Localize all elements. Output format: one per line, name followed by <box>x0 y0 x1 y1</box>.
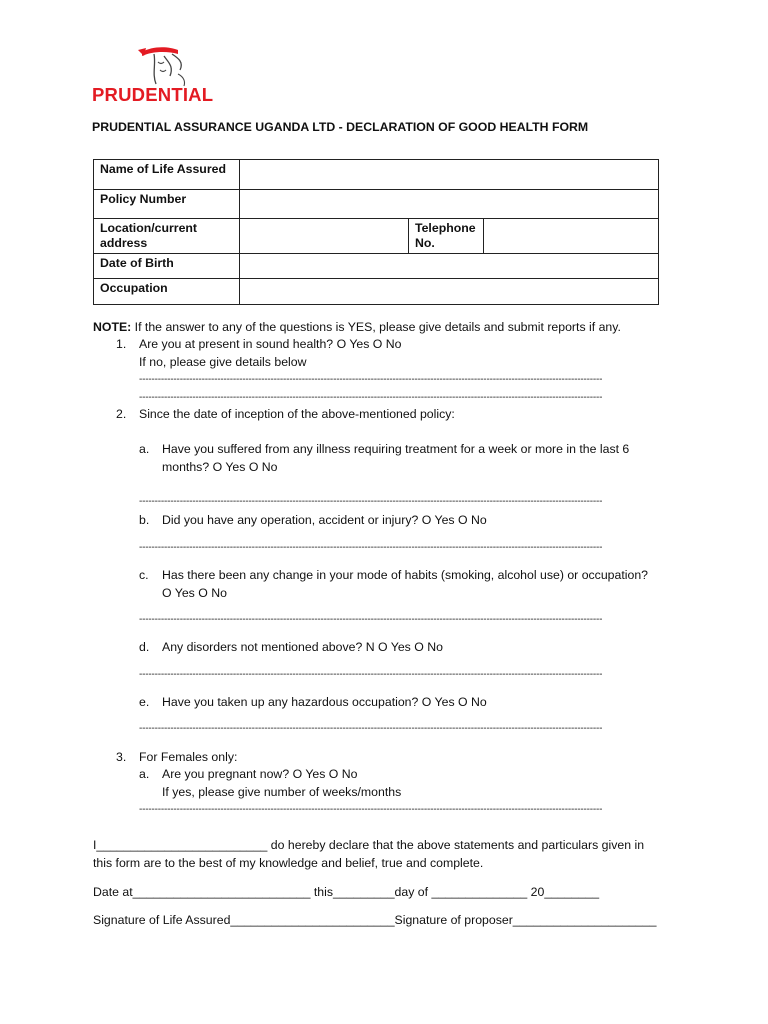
prudential-head-logo-icon <box>134 40 194 88</box>
location-label-line2: address <box>100 236 148 250</box>
note-text: If the answer to any of the questions is YES, please give details and submit reports if any. <box>131 320 621 334</box>
q2e-letter: e. <box>139 695 150 709</box>
q1-subtext: If no, please give details below <box>139 355 307 369</box>
q1-text[interactable]: Are you at present in sound health? O Yes O No <box>139 337 402 351</box>
q1-number: 1. <box>116 337 127 351</box>
q3a-letter: a. <box>139 767 150 781</box>
note <box>93 320 621 334</box>
q2d-letter: d. <box>139 640 150 654</box>
dob-field[interactable] <box>240 254 659 279</box>
q2a-text-line2[interactable]: months? O Yes O No <box>162 460 278 474</box>
q2c-text-line2[interactable]: O Yes O No <box>162 586 227 600</box>
q3-number: 3. <box>116 750 127 764</box>
declaration-line-2: this form are to the best of my knowledge and belief, true and complete. <box>93 856 484 870</box>
q2b-answer-line[interactable]: ---------------------------------------------------------------------------------------------------------------------------------------------------- <box>139 542 603 553</box>
q2a-letter: a. <box>139 442 150 456</box>
date-line[interactable]: Date at__________________________ this_________day of ______________ 20________ <box>93 885 600 899</box>
q1-answer-line-1[interactable]: ---------------------------------------------------------------------------------------------------------------------------------------------------- <box>139 374 603 385</box>
q1-answer-line-2[interactable]: ---------------------------------------------------------------------------------------------------------------------------------------------------- <box>139 392 603 403</box>
life-assured-info-table <box>93 159 659 305</box>
q2c-answer-line[interactable]: ---------------------------------------------------------------------------------------------------------------------------------------------------- <box>139 614 603 625</box>
location-label-line1: Location/current <box>100 221 198 235</box>
q2a-answer-line[interactable]: ---------------------------------------------------------------------------------------------------------------------------------------------------- <box>139 496 603 507</box>
telephone-field[interactable] <box>484 219 659 254</box>
q2c-letter: c. <box>139 568 149 582</box>
q2d-answer-line[interactable]: ---------------------------------------------------------------------------------------------------------------------------------------------------- <box>139 669 603 680</box>
name-field[interactable] <box>240 160 659 190</box>
note-label: NOTE: <box>93 320 132 334</box>
brand-logo-text: PRUDENTIAL <box>92 84 214 105</box>
q3-text: For Females only: <box>139 750 238 764</box>
q2-text: Since the date of inception of the above-mentioned policy: <box>139 407 455 421</box>
telephone-label <box>409 219 484 254</box>
form-title: PRUDENTIAL ASSURANCE UGANDA LTD - DECLARATION OF GOOD HEALTH FORM <box>92 120 589 134</box>
telephone-label-line1: Telephone <box>415 221 476 235</box>
q3a-text[interactable]: Are you pregnant now? O Yes O No <box>162 767 358 781</box>
q2-number: 2. <box>116 407 127 421</box>
signature-line[interactable]: Signature of Life Assured________________________Signature of proposer_____________________ <box>93 913 657 927</box>
policy-number-label: Policy Number <box>94 190 240 219</box>
location-field[interactable] <box>240 219 409 254</box>
dob-label: Date of Birth <box>94 254 240 279</box>
location-label <box>94 219 240 254</box>
q2b-letter: b. <box>139 513 150 527</box>
occupation-label: Occupation <box>94 279 240 305</box>
name-label: Name of Life Assured <box>94 160 240 190</box>
q2e-text[interactable]: Have you taken up any hazardous occupation? O Yes O No <box>162 695 487 709</box>
q2e-answer-line[interactable]: ---------------------------------------------------------------------------------------------------------------------------------------------------- <box>139 723 603 734</box>
policy-number-field[interactable] <box>240 190 659 219</box>
declaration-line-1[interactable]: I_________________________ do hereby declare that the above statements and particulars given in <box>93 838 645 852</box>
q2b-text[interactable]: Did you have any operation, accident or injury? O Yes O No <box>162 513 487 527</box>
q3a-answer-line[interactable]: ---------------------------------------------------------------------------------------------------------------------------------------------------- <box>139 804 603 815</box>
q3a-subtext: If yes, please give number of weeks/months <box>162 785 402 799</box>
q2d-text[interactable]: Any disorders not mentioned above? N O Yes O No <box>162 640 443 654</box>
q2c-text-line1: Has there been any change in your mode of habits (smoking, alcohol use) or occupation? <box>162 568 649 582</box>
telephone-label-line2: No. <box>415 236 435 250</box>
occupation-field[interactable] <box>240 279 659 305</box>
q2a-text-line1: Have you suffered from any illness requiring treatment for a week or more in the last 6 <box>162 442 630 456</box>
